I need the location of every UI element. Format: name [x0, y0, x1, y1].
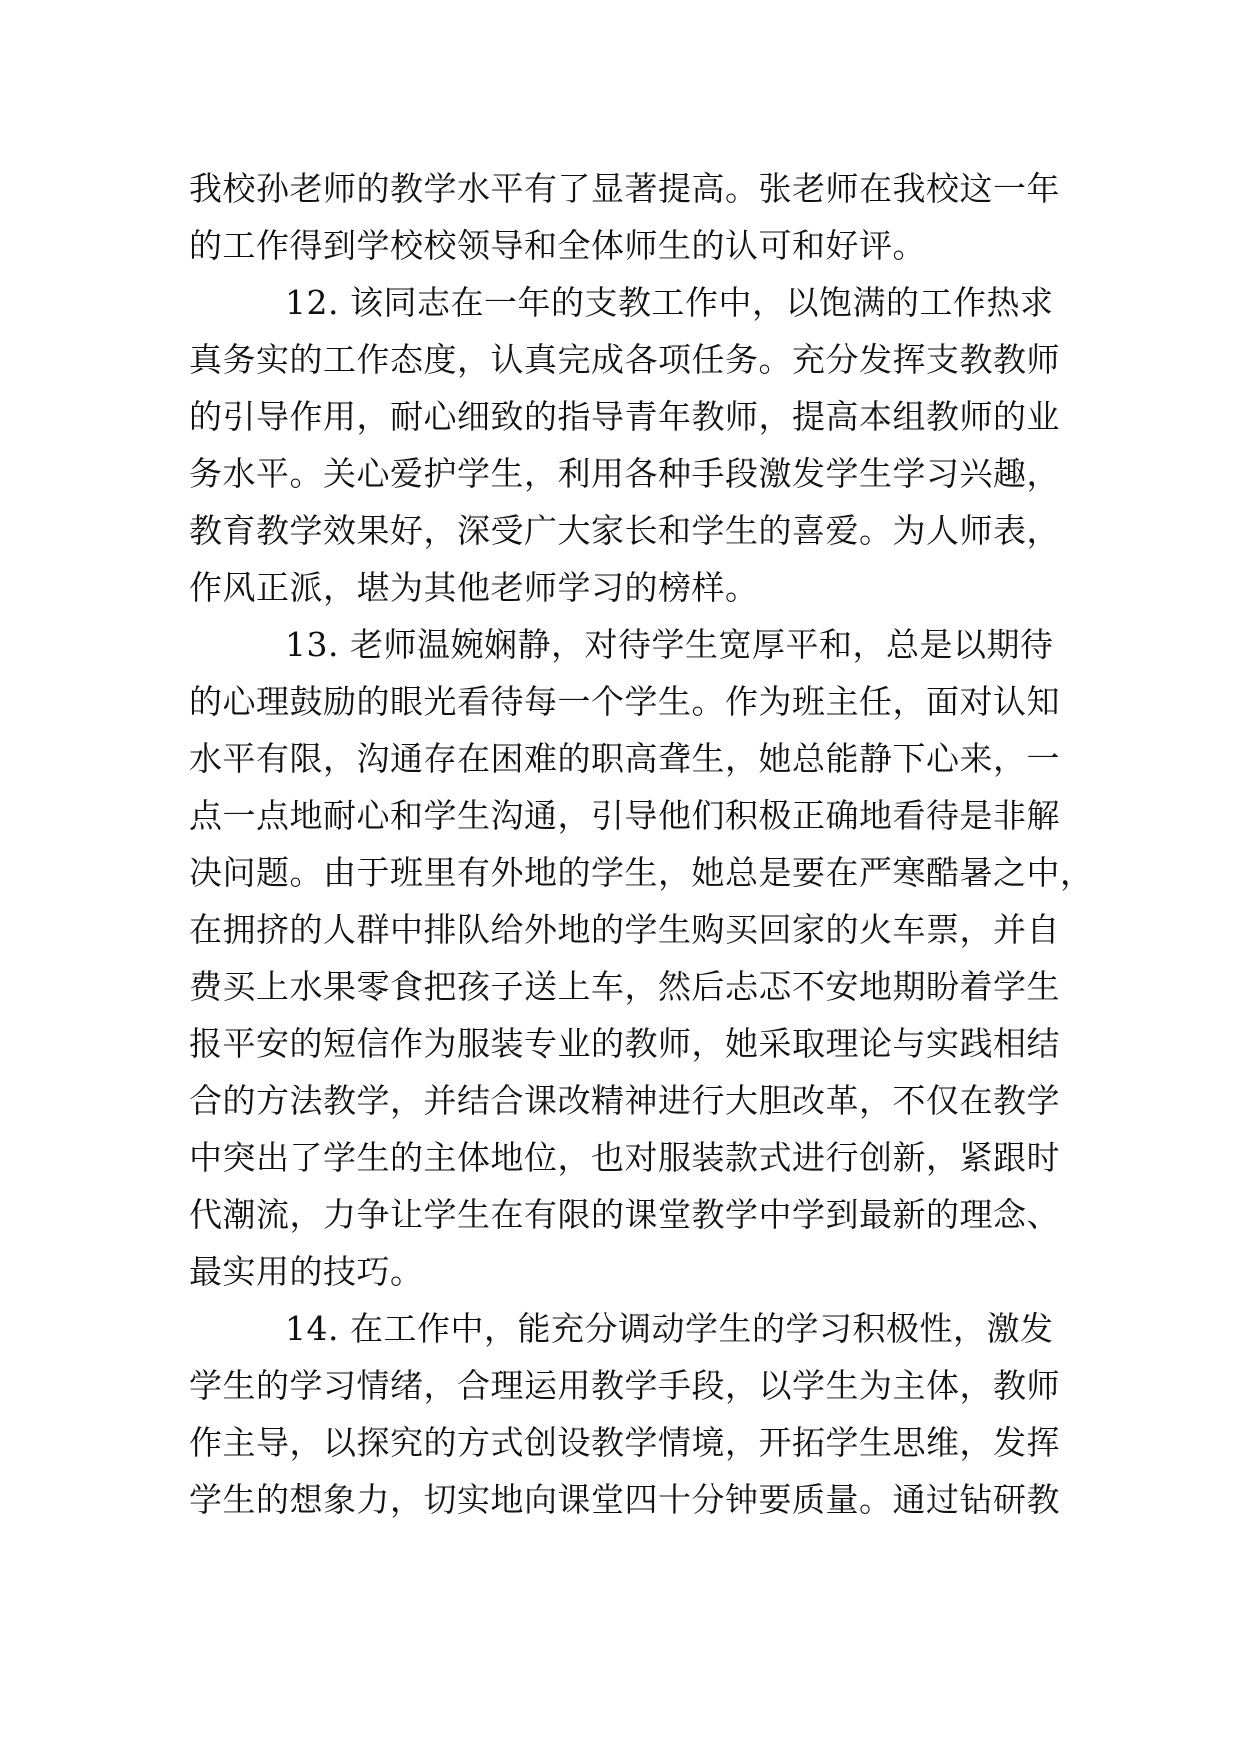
text-line: 学生的学习情绪，合理运用教学手段，以学生为主体，教师: [189, 1366, 1060, 1405]
document-body: [189, 160, 1094, 1528]
paragraph-13: [189, 616, 1094, 1300]
text-line: 代潮流，力争让学生在有限的课堂教学中学到最新的理念、: [189, 1195, 1060, 1234]
text-line: 13. 老师温婉娴静，对待学生宽厚平和，总是以期待: [285, 625, 1054, 664]
paragraph-continuation: [189, 160, 1060, 274]
text-line: 作主导，以探究的方式创设教学情境，开拓学生思维，发挥: [189, 1423, 1060, 1462]
text-line: 点一点地耐心和学生沟通，引导他们积极正确地看待是非解: [189, 796, 1060, 835]
text-line: 作风正派，堪为其他老师学习的榜样。: [189, 568, 759, 607]
text-line: 报平安的短信作为服装专业的教师，她采取理论与实践相结: [189, 1024, 1060, 1063]
text-line: 我校孙老师的教学水平有了显著提高。张老师在我校这一年: [189, 169, 1060, 208]
text-line: 务水平。关心爱护学生，利用各种手段激发学生学习兴趣，: [189, 454, 1060, 493]
text-line: 的工作得到学校校领导和全体师生的认可和好评。: [189, 226, 926, 265]
text-line: 决问题。由于班里有外地的学生，她总是要在严寒酷暑之中，: [189, 853, 1094, 892]
text-line: 教育教学效果好，深受广大家长和学生的喜爱。为人师表，: [189, 511, 1060, 550]
text-line: 中突出了学生的主体地位，也对服装款式进行创新，紧跟时: [189, 1138, 1060, 1177]
text-line: 的心理鼓励的眼光看待每一个学生。作为班主任，面对认知: [189, 682, 1060, 721]
text-line: 费买上水果零食把孩子送上车，然后忐忑不安地期盼着学生: [189, 967, 1060, 1006]
text-line: 12. 该同志在一年的支教工作中，以饱满的工作热求: [285, 283, 1054, 322]
text-line: 学生的想象力，切实地向课堂四十分钟要质量。通过钻研教: [189, 1480, 1060, 1519]
text-line: 水平有限，沟通存在困难的职高聋生，她总能静下心来，一: [189, 739, 1060, 778]
text-line: 在拥挤的人群中排队给外地的学生购买回家的火车票，并自: [189, 910, 1060, 949]
paragraph-14: [189, 1300, 1060, 1528]
text-line: 14. 在工作中，能充分调动学生的学习积极性，激发: [285, 1309, 1054, 1348]
text-line: 的引导作用，耐心细致的指导青年教师，提高本组教师的业: [189, 397, 1060, 436]
text-line: 合的方法教学，并结合课改精神进行大胆改革，不仅在教学: [189, 1081, 1060, 1120]
paragraph-12: [189, 274, 1060, 616]
text-line: 真务实的工作态度，认真完成各项任务。充分发挥支教教师: [189, 340, 1060, 379]
text-line: 最实用的技巧。: [189, 1252, 424, 1291]
